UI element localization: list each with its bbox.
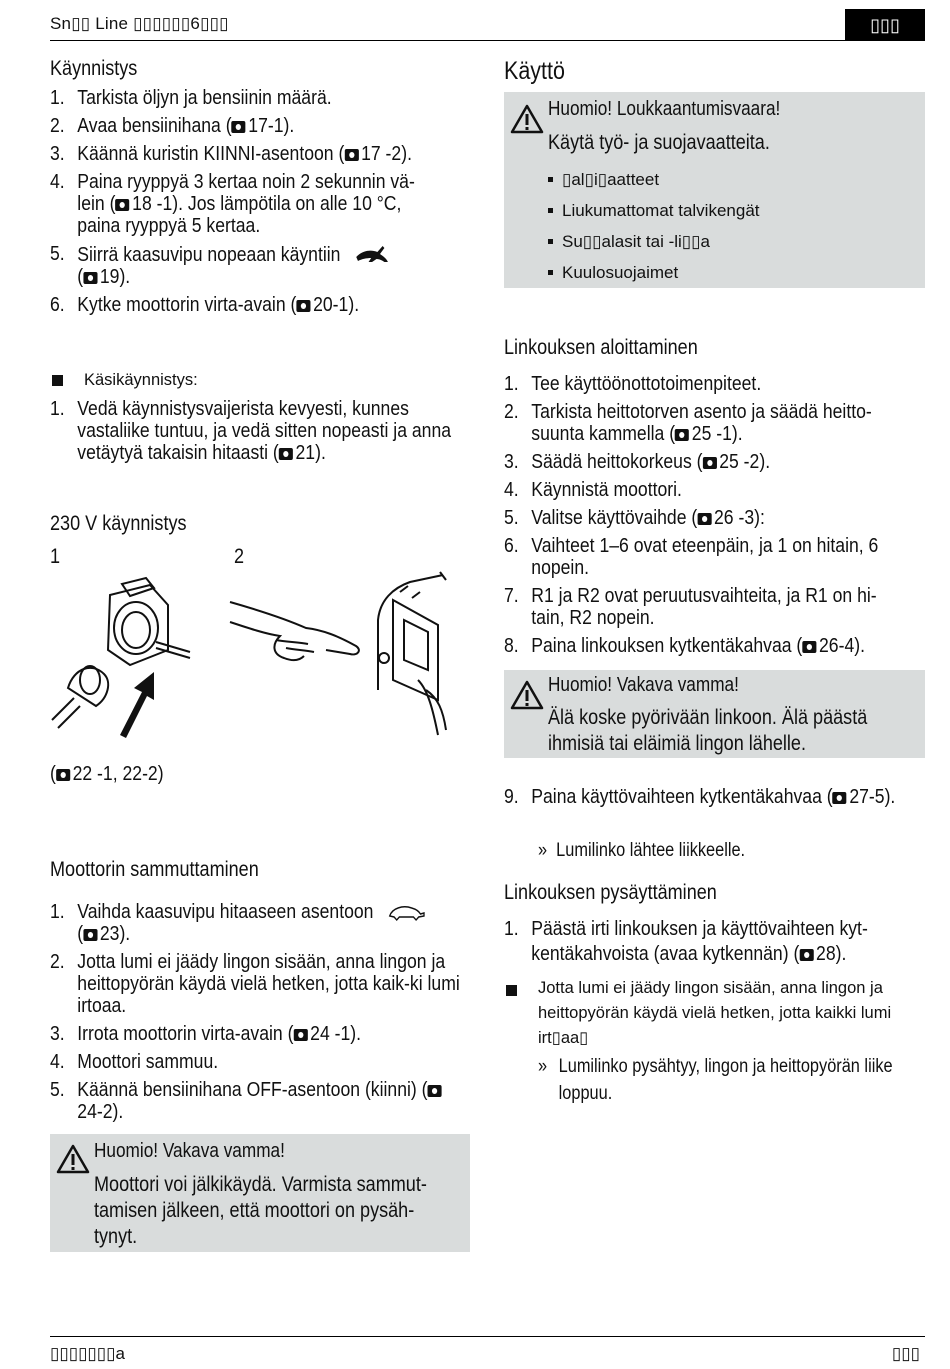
list-item: 4. Paina ryyppyä 3 kertaa noin 2 sekunnin vä-lein ( 18 -1). Jos lämpötila on alle 10 °C, paina ryyppyä 5 kertaa. <box>50 171 415 237</box>
note-text: Jotta lumi ei jäädy lingon sisään, anna lingon ja heittopyörän käydä vielä hetken, jotta kaikki lumi irt▯aa▯ <box>538 979 892 1047</box>
tortoise-icon <box>387 902 426 922</box>
camera-icon <box>279 448 293 460</box>
list-item: 4. Moottori sammuu. <box>50 1051 219 1073</box>
manual-start-heading: Käsikäynnistys: <box>84 371 198 389</box>
camera-icon <box>115 199 129 211</box>
warning-text: Älä koske pyörivään linkoon. Älä päästä ihmisiä tai eläimiä lingon lähelle. <box>548 706 868 755</box>
section-heading-begin: Linkouksen aloittaminen <box>504 336 698 359</box>
list-item: 3. Säädä heittokorkeus ( 25 -2). <box>504 451 771 473</box>
list-item: 7. R1 ja R2 ovat peruutusvaihteita, ja R1 on hi-tain, R2 nopein. <box>504 585 877 629</box>
list-item: 3. Käännä kuristin KIINNI-asentoon ( 17 -2). <box>50 143 412 165</box>
camera-icon <box>232 121 246 133</box>
step-9: 9. Paina käyttövaihteen kytkentäkahvaa ( 27-5). <box>504 786 896 808</box>
manual-start-step: 1. Vedä käynnistysvaijerista kevyesti, kunnes vastaliike tuntuu, ja vedä sitten nopeasti ja anna vetäytyä takaisin hitaasti ( 21). <box>50 398 452 464</box>
section-heading-start: Käynnistys <box>50 57 138 80</box>
camera-icon <box>83 929 97 941</box>
warning-box-restart <box>50 1134 470 1252</box>
warning-title: Huomio! Loukkaantumisvaara! <box>548 98 781 120</box>
figure-label-2: 2 <box>234 545 245 568</box>
list-item: 8. Paina linkouksen kytkentäkahvaa ( 26-4). <box>504 635 865 657</box>
warning-text: Käytä työ- ja suojavaatteita. <box>548 131 770 154</box>
language-tab: ▯▯▯ <box>845 9 925 41</box>
hare-icon <box>352 243 389 265</box>
camera-icon <box>802 641 816 653</box>
warning-box-serious <box>504 670 925 758</box>
begin-steps-list <box>504 373 918 663</box>
camera-icon <box>675 429 689 441</box>
list-item: ▯al▯i▯aatteet <box>548 164 760 195</box>
manual-start-marker <box>52 373 63 391</box>
footer-doc-id: ▯▯▯▯▯▯▯a <box>50 1344 125 1363</box>
warning-title: Huomio! Vakava vamma! <box>94 1140 285 1162</box>
list-item: 1. Tee käyttöönottotoimenpiteet. <box>504 373 762 395</box>
footer-rule <box>50 1336 925 1337</box>
list-item: 5. Valitse käyttövaihde ( 26 -3): <box>504 507 765 529</box>
camera-icon <box>56 769 70 781</box>
camera-icon <box>428 1085 442 1097</box>
plug-socket-illustration <box>50 570 200 740</box>
list-item: 1. Vaihda kaasuvipu hitaaseen asentoon ( 23). <box>50 901 464 945</box>
warning-text: Moottori voi jälkikäydä. Varmista sammut-tamisen jälkeen, että moottori on pysäh-tynyt. <box>94 1173 427 1248</box>
camera-icon <box>296 300 310 312</box>
result-text: » Lumilinko pysähtyy, lingon ja heittopyörän liike loppuu. <box>538 1056 893 1104</box>
list-item: Su▯▯alasit tai -li▯▯a <box>548 226 760 257</box>
section-heading-230v: 230 V käynnistys <box>50 512 187 535</box>
camera-icon <box>799 949 813 961</box>
warning-icon <box>510 104 544 134</box>
list-item: Kuulosuojaimet <box>548 257 760 288</box>
page-header-title: Sn▯▯ Line ▯▯▯▯▯▯6▯▯▯ <box>50 14 229 33</box>
camera-icon <box>833 792 847 804</box>
hand-press-illustration <box>228 570 448 740</box>
warning-title: Huomio! Vakava vamma! <box>548 674 739 696</box>
list-item: 5. Käännä bensiinihana OFF-asentoon (kiinni) (24-2). <box>50 1079 464 1123</box>
list-item: 1. Tarkista öljyn ja bensiinin määrä. <box>50 87 332 109</box>
protective-gear-list <box>548 164 760 288</box>
section-heading-stop-engine: Moottorin sammuttaminen <box>50 858 259 881</box>
camera-icon <box>293 1029 307 1041</box>
camera-icon <box>344 149 358 161</box>
list-item: 6. Vaihteet 1–6 ovat eteenpäin, ja 1 on hitain, 6 nopein. <box>504 535 879 579</box>
camera-icon <box>697 513 711 525</box>
figure-label-1: 1 <box>50 545 61 568</box>
section-heading-use: Käyttö <box>504 57 565 85</box>
list-item: 5. Siirrä kaasuvipu nopeaan käyntiin ( 19). <box>50 243 438 288</box>
warning-icon <box>56 1144 90 1174</box>
warning-box-injury <box>504 92 925 288</box>
list-item: 4. Käynnistä moottori. <box>504 479 682 501</box>
warning-icon <box>510 680 544 710</box>
stop-steps-list <box>50 901 464 1129</box>
header-rule <box>50 40 900 41</box>
list-item: Liukumattomat talvikengät <box>548 195 760 226</box>
camera-icon <box>702 457 716 469</box>
section-heading-stop-throwing: Linkouksen pysäyttäminen <box>504 881 717 904</box>
list-item: 2. Jotta lumi ei jäädy lingon sisään, anna lingon ja heittopyörän käydä vielä hetken, jotta kaik-ki lumi irtoaa. <box>50 951 460 1017</box>
camera-icon <box>83 272 97 284</box>
page-number: ▯▯▯ <box>891 1344 920 1363</box>
figure-reference: ( 22 -1, 22-2) <box>50 763 164 785</box>
result-text: » Lumilinko lähtee liikkeelle. <box>538 840 746 861</box>
stop-throwing-step: 1. Päästä irti linkouksen ja käyttövaihteen kyt-kentäkahvoista (avaa kytkennän) ( 28). <box>504 918 868 965</box>
list-item: 2. Tarkista heittotorven asento ja säädä heitto-suunta kammella ( 25 -1). <box>504 401 872 445</box>
list-item: 3. Irrota moottorin virta-avain ( 24 -1). <box>50 1023 362 1045</box>
list-item: 2. Avaa bensiinihana ( 17-1). <box>50 115 295 137</box>
note-marker <box>506 983 517 1001</box>
list-item: 6. Kytke moottorin virta-avain ( 20-1). <box>50 294 360 316</box>
start-steps-list <box>50 87 464 322</box>
